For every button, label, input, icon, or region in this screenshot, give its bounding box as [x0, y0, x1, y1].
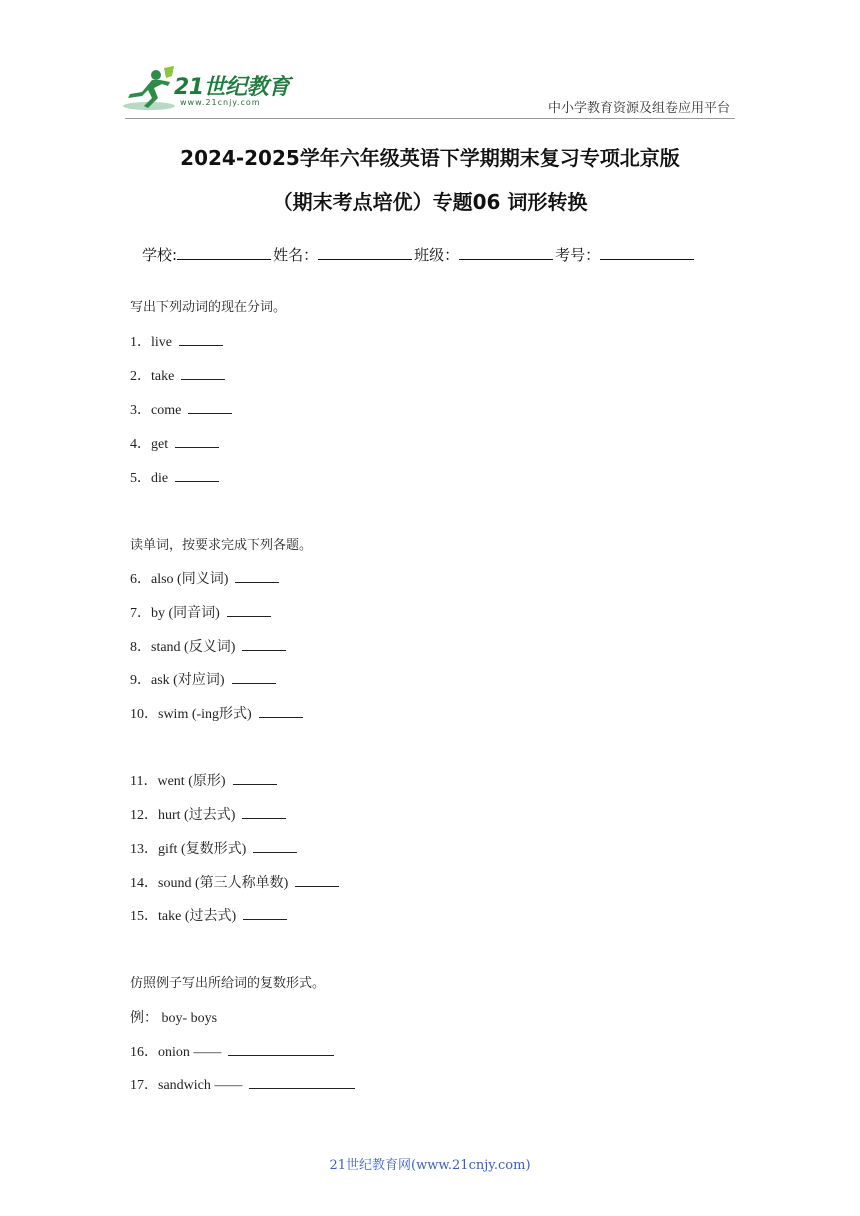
- question-12: [130, 804, 286, 824]
- answer-blank[interactable]: [253, 840, 297, 853]
- answer-blank[interactable]: [242, 638, 286, 651]
- section4-instruction: 仿照例子写出所给词的复数形式。: [130, 976, 326, 991]
- question-text: 2．take: [130, 369, 175, 384]
- school-field[interactable]: [177, 245, 271, 260]
- page-subtitle: （期末考点培优）专题06 词形转换: [272, 190, 588, 214]
- name-label: 姓名：: [273, 246, 319, 264]
- answer-blank[interactable]: [235, 570, 279, 583]
- question-16: [130, 1041, 334, 1061]
- answer-blank[interactable]: [242, 806, 286, 819]
- student-info-row: [142, 244, 696, 265]
- question-13: [130, 838, 297, 858]
- question-text: 15．take (过去式): [130, 909, 237, 924]
- question-3: [130, 399, 232, 419]
- question-15: [130, 905, 287, 925]
- question-text: 5．die: [130, 471, 169, 486]
- answer-blank[interactable]: [228, 1043, 334, 1056]
- answer-blank[interactable]: [233, 772, 277, 785]
- question-1: [130, 331, 223, 351]
- question-text: 9．ask (对应词): [130, 673, 225, 688]
- exam-no-field[interactable]: [600, 245, 694, 260]
- question-9: [130, 669, 276, 689]
- question-text: 1．live: [130, 335, 172, 350]
- example-line: 例： boy- boys: [130, 1011, 218, 1026]
- answer-blank[interactable]: [175, 469, 219, 482]
- question-10: [130, 703, 303, 723]
- question-text: 14．sound (第三人称单数): [130, 876, 289, 891]
- answer-blank[interactable]: [243, 907, 287, 920]
- answer-blank[interactable]: [188, 401, 232, 414]
- question-17: [130, 1074, 355, 1094]
- runner-icon: [122, 66, 176, 112]
- footer-link[interactable]: 21世纪教育网(www.21cnjy.com): [329, 1158, 531, 1173]
- logo-url: www.21cnjy.com: [180, 98, 261, 107]
- question-text: 11．went (原形): [130, 774, 226, 789]
- question-text: 7．by (同音词): [130, 606, 220, 621]
- question-text: 3．come: [130, 403, 182, 418]
- question-7: [130, 602, 271, 622]
- logo: [122, 66, 292, 116]
- question-text: 17．sandwich ——: [130, 1078, 243, 1093]
- question-text: 12．hurt (过去式): [130, 808, 236, 823]
- answer-blank[interactable]: [259, 705, 303, 718]
- section1-instruction: 写出下列动词的现在分词。: [130, 300, 287, 315]
- question-text: 6．also (同义词): [130, 572, 229, 587]
- question-4: [130, 433, 219, 453]
- school-label: 学校:: [142, 246, 178, 264]
- class-label: 班级：: [414, 246, 460, 264]
- section2-instruction: 读单词，按要求完成下列各题。: [130, 538, 313, 553]
- exam-no-label: 考号：: [555, 246, 601, 264]
- page-title: 2024-2025学年六年级英语下学期期末复习专项北京版: [180, 146, 680, 170]
- answer-blank[interactable]: [232, 671, 276, 684]
- answer-blank[interactable]: [295, 874, 339, 887]
- question-8: [130, 636, 286, 656]
- question-14: [130, 872, 339, 892]
- answer-blank[interactable]: [179, 333, 223, 346]
- answer-blank[interactable]: [181, 367, 225, 380]
- class-field[interactable]: [459, 245, 553, 260]
- answer-blank[interactable]: [175, 435, 219, 448]
- question-text: 8．stand (反义词): [130, 640, 236, 655]
- answer-blank[interactable]: [227, 604, 271, 617]
- question-text: 10．swim (-ing形式): [130, 707, 252, 722]
- question-5: [130, 467, 219, 487]
- question-text: 13．gift (复数形式): [130, 842, 247, 857]
- platform-name: 中小学教育资源及组卷应用平台: [547, 101, 730, 116]
- answer-blank[interactable]: [249, 1076, 355, 1089]
- name-field[interactable]: [318, 245, 412, 260]
- header-divider: [125, 118, 735, 119]
- logo-text: 21世纪教育: [174, 75, 290, 100]
- question-text: 16．onion ——: [130, 1045, 222, 1060]
- question-2: [130, 365, 225, 385]
- question-6: [130, 568, 279, 588]
- question-11: [130, 770, 277, 790]
- question-text: 4．get: [130, 437, 169, 452]
